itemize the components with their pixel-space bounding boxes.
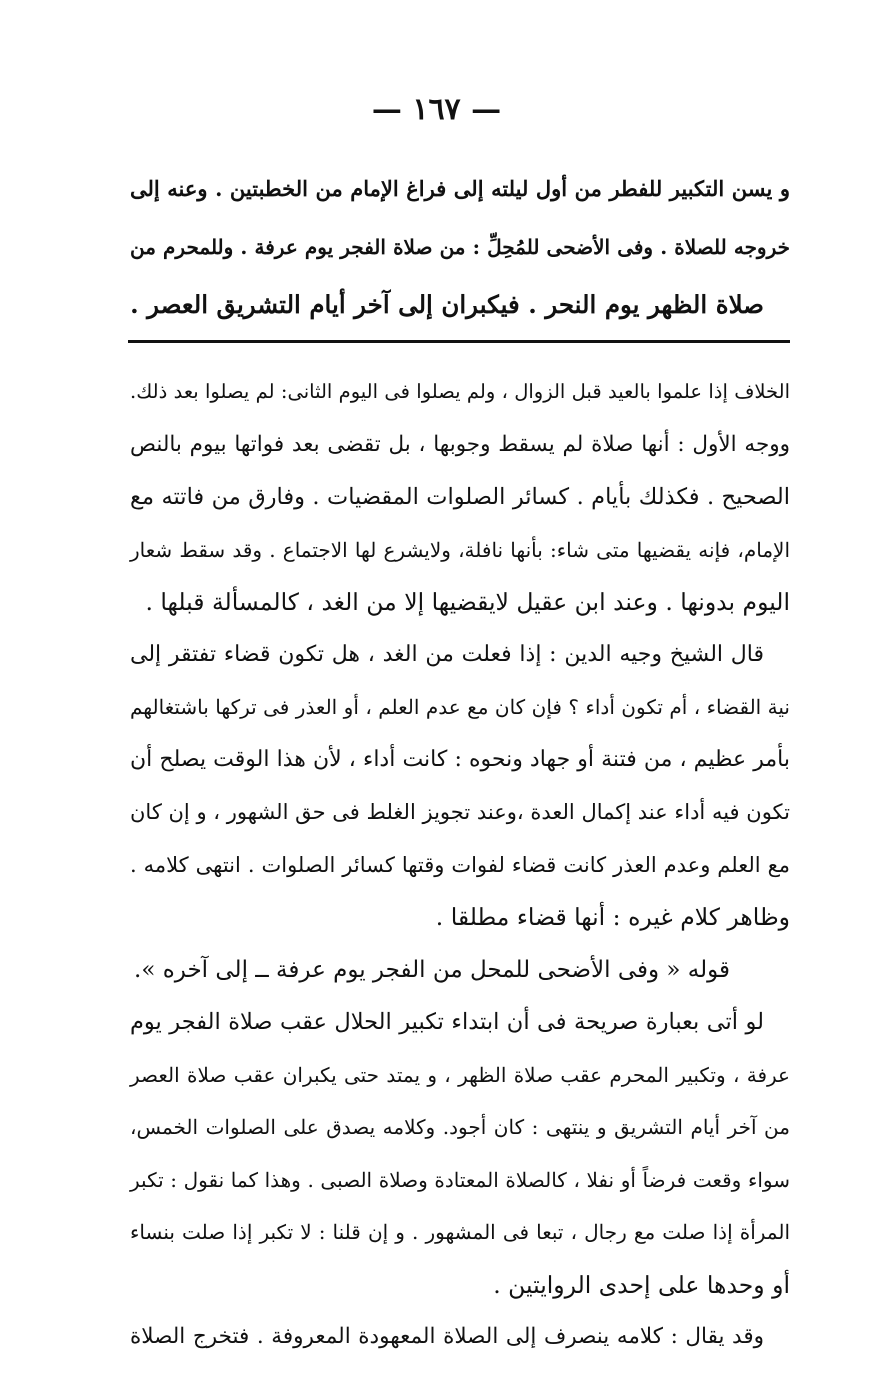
- page-number: — ١٦٧ —: [371, 92, 502, 127]
- commentary-line: عرفة ، وتكبير المحرم عقب صلاة الظهر ، و يمتد حتى يكبران عقب صلاة العصر: [130, 1062, 790, 1087]
- matn-line: صلاة الظهر يوم النحر . فيكبران إلى آخر أيام التشريق العصر .: [130, 290, 764, 319]
- separator-rule: [128, 340, 790, 343]
- commentary-line: قال الشيخ وجيه الدين : إذا فعلت من الغد ، هل تكون قضاء تفتقر إلى: [130, 641, 764, 667]
- commentary-line: من آخر أيام التشريق و ينتهى : كان أجود. وكلامه يصدق على الصلوات الخمس،: [130, 1115, 790, 1139]
- commentary-paragraph: [130, 366, 790, 629]
- commentary-line: وظاهر كلام غيره : أنها قضاء مطلقا .: [435, 903, 790, 931]
- commentary-line: المرأة إذا صلت مع رجال ، تبعا فى المشهور . و إن قلنا : لا تكبر إذا صلت بنساء: [130, 1220, 790, 1244]
- commentary-paragraph: [130, 629, 790, 944]
- commentary-paragraph: [130, 1311, 790, 1364]
- commentary-line: مع العلم وعدم العذر كانت قضاء لفوات وقتها كسائر الصلوات . انتهى كلامه .: [130, 852, 790, 877]
- commentary-line: اليوم بدونها . وعند ابن عقيل لايقضيها إلا من الغد ، كالمسألة قبلها .: [145, 588, 790, 616]
- commentary-line: ووجه الأول : أنها صلاة لم يسقط وجوبها ، بل تقضى بعد فواتها بيوم بالنص: [130, 431, 790, 457]
- commentary-line: تكون فيه أداء عند إكمال العدة ،وعند تجويز الغلط فى حق الشهور ، و إن كان: [130, 800, 790, 824]
- commentary-paragraph: [130, 944, 790, 997]
- commentary-paragraph: [130, 996, 790, 1311]
- commentary-line: أو وحدها على إحدى الروايتين .: [493, 1270, 790, 1299]
- commentary-line: الإمام، فإنه يقضيها متى شاء: بأنها نافلة، ولايشرع لها الاجتماع . وقد سقط شعار: [130, 537, 790, 562]
- matn-line: و يسن التكبير للفطر من أول ليلته إلى فراغ الإمام من الخطبتين . وعنه إلى: [130, 176, 790, 201]
- commentary-line: وقد يقال : كلامه ينصرف إلى الصلاة المعهودة المعروفة . فتخرج الصلاة: [130, 1324, 764, 1349]
- commentary-line: لو أتى بعبارة صريحة فى أن ابتداء تكبير الحلال عقب صلاة الفجر يوم: [130, 1009, 764, 1035]
- commentary-line: قوله « وفى الأضحى للمحل من الفجر يوم عرفة ــ إلى آخره ».: [134, 956, 730, 983]
- matn-line: خروجه للصلاة . وفى الأضحى للمُحِلِّ : من صلاة الفجر يوم عرفة . وللمحرم من: [130, 235, 790, 259]
- commentary-line: الخلاف إذا علموا بالعيد قبل الزوال ، ولم يصلوا فى اليوم الثانى: لم يصلوا بعد ذلك.: [130, 380, 790, 403]
- commentary-text-block: [130, 366, 790, 1364]
- commentary-line: الصحيح . فكذلك بأيام . كسائر الصلوات المقضيات . وفارق من فاتته مع: [130, 484, 790, 510]
- commentary-line: سواء وقعت فرضاً أو نفلا ، كالصلاة المعتادة وصلاة الصبى . وهذا كما نقول : تكبر: [130, 1167, 790, 1192]
- matn-text-block: [130, 160, 790, 334]
- commentary-line: بأمر عظيم ، من فتنة أو جهاد ونحوه : كانت أداء ، لأن هذا الوقت يصلح أن: [130, 746, 790, 772]
- commentary-line: نية القضاء ، أم تكون أداء ؟ فإن كان مع عدم العلم ، أو العذر فى تركها باشتغالهم: [130, 695, 790, 719]
